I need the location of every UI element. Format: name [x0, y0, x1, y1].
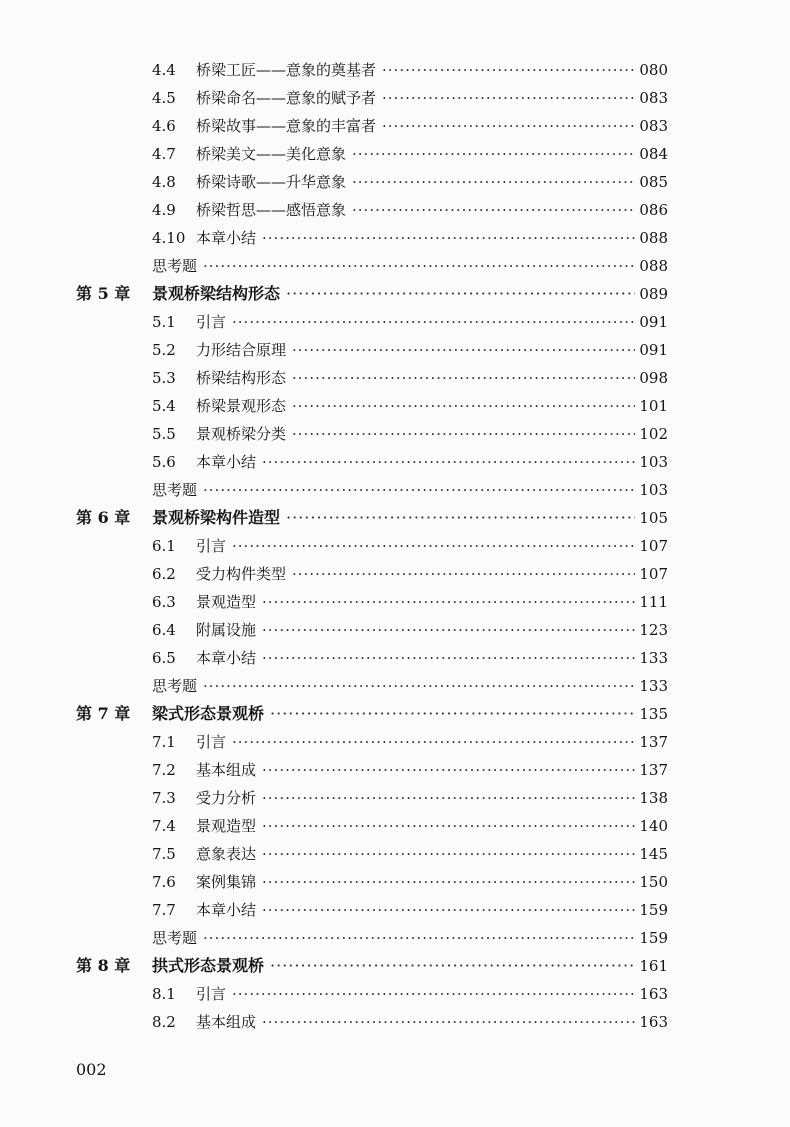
toc-section-entry — [152, 784, 668, 812]
toc-entry-title: 梁式形态景观桥 — [152, 704, 265, 723]
toc-dot-leader — [232, 980, 635, 1008]
toc-entry-page: 137 — [639, 733, 668, 751]
toc-dot-leader — [262, 448, 635, 476]
toc-dot-leader — [292, 364, 635, 392]
toc-dot-leader — [232, 532, 635, 560]
toc-entry-title: 景观桥梁分类 — [196, 425, 287, 443]
toc-dot-leader — [292, 392, 635, 420]
toc-chapter-entry — [76, 280, 668, 308]
toc-entry-page: 105 — [639, 509, 668, 527]
toc-entry-page: 080 — [639, 61, 668, 79]
toc-entry-number: 7.7 — [152, 901, 176, 919]
toc-entry-number: 4.8 — [152, 173, 176, 191]
toc-entry-page: 083 — [639, 89, 668, 107]
toc-entry-page: 123 — [639, 621, 668, 639]
toc-entry-number: 8.1 — [152, 985, 176, 1003]
toc-entry-title: 桥梁诗歌——升华意象 — [196, 173, 347, 191]
toc-dot-leader — [203, 672, 635, 700]
toc-entry-page: 159 — [639, 901, 668, 919]
toc-section-entry — [152, 196, 668, 224]
toc-section-entry — [152, 364, 668, 392]
toc-entry-page: 135 — [639, 705, 668, 723]
toc-entry-page: 133 — [639, 649, 668, 667]
toc-entry-number: 第 5 章 — [76, 284, 131, 303]
toc-entry-page: 091 — [639, 341, 668, 359]
toc-entry-title: 桥梁景观形态 — [196, 397, 287, 415]
toc-entry-title: 引言 — [196, 733, 227, 751]
toc-section-entry — [152, 868, 668, 896]
toc-entry-title: 意象表达 — [196, 845, 257, 863]
toc-entry-page: 102 — [639, 425, 668, 443]
toc-section-entry — [152, 980, 668, 1008]
toc-section-entry — [152, 532, 668, 560]
toc-entry-page: 163 — [639, 985, 668, 1003]
toc-section-entry — [152, 336, 668, 364]
toc-section-entry — [152, 140, 668, 168]
toc-section-entry — [152, 840, 668, 868]
toc-entry-title: 桥梁美文——美化意象 — [196, 145, 347, 163]
toc-questions-entry — [152, 476, 668, 504]
toc-entry-number: 8.2 — [152, 1013, 176, 1031]
toc-dot-leader — [262, 644, 635, 672]
toc-entry-title: 思考题 — [152, 481, 198, 499]
toc-entry-title: 基本组成 — [196, 761, 257, 779]
toc-entry-page: 085 — [639, 173, 668, 191]
toc-entry-number: 4.9 — [152, 201, 176, 219]
toc-entry-number: 4.4 — [152, 61, 176, 79]
toc-dot-leader — [262, 896, 635, 924]
page-number: 002 — [76, 1060, 107, 1079]
toc-dot-leader — [352, 196, 635, 224]
toc-entry-number: 第 8 章 — [76, 956, 131, 975]
toc-entry-number: 5.4 — [152, 397, 176, 415]
toc-dot-leader — [262, 812, 635, 840]
toc-entry-page: 088 — [639, 257, 668, 275]
toc-entry-number: 4.10 — [152, 229, 186, 247]
toc-entry-title: 景观桥梁结构形态 — [152, 284, 281, 303]
toc-entry-page: 150 — [639, 873, 668, 891]
toc-questions-entry — [152, 672, 668, 700]
toc-entry-title: 受力分析 — [196, 789, 257, 807]
toc-entry-title: 桥梁故事——意象的丰富者 — [196, 117, 377, 135]
toc-entry-title: 力形结合原理 — [196, 341, 287, 359]
toc-entry-page: 140 — [639, 817, 668, 835]
toc-entry-page: 091 — [639, 313, 668, 331]
toc-section-entry — [152, 308, 668, 336]
toc-entry-title: 桥梁哲思——感悟意象 — [196, 201, 347, 219]
toc-section-entry — [152, 812, 668, 840]
toc-section-entry — [152, 168, 668, 196]
toc-section-entry — [152, 392, 668, 420]
toc-entry-title: 桥梁命名——意象的赋予者 — [196, 89, 377, 107]
toc-entry-page: 083 — [639, 117, 668, 135]
toc-entry-number: 第 7 章 — [76, 704, 131, 723]
toc-entry-title: 附属设施 — [196, 621, 257, 639]
toc-entry-page: 159 — [639, 929, 668, 947]
toc-entry-page: 101 — [639, 397, 668, 415]
toc-entry-number: 5.5 — [152, 425, 176, 443]
toc-entry-number: 5.1 — [152, 313, 176, 331]
toc-entry-number: 6.1 — [152, 537, 176, 555]
toc-dot-leader — [292, 560, 635, 588]
toc-entry-page: 088 — [639, 229, 668, 247]
toc-section-entry — [152, 560, 668, 588]
toc-entry-number: 7.5 — [152, 845, 176, 863]
toc-entry-title: 本章小结 — [196, 901, 257, 919]
toc-dot-leader — [352, 140, 635, 168]
toc-dot-leader — [382, 84, 635, 112]
toc-entry-title: 景观造型 — [196, 817, 257, 835]
toc-chapter-entry — [76, 952, 668, 980]
toc-entry-number: 6.2 — [152, 565, 176, 583]
toc-dot-leader — [382, 56, 635, 84]
toc-dot-leader — [262, 616, 635, 644]
toc-section-entry — [152, 644, 668, 672]
toc-entry-title: 景观造型 — [196, 593, 257, 611]
toc-dot-leader — [292, 420, 635, 448]
toc-entry-page: 133 — [639, 677, 668, 695]
toc-dot-leader — [286, 504, 635, 532]
toc-chapter-entry — [76, 504, 668, 532]
toc-entry-number: 第 6 章 — [76, 508, 131, 527]
toc-entry-page: 138 — [639, 789, 668, 807]
toc-questions-entry — [152, 252, 668, 280]
toc-entry-title: 引言 — [196, 537, 227, 555]
toc-questions-entry — [152, 924, 668, 952]
toc-dot-leader — [382, 112, 635, 140]
toc-dot-leader — [262, 1008, 635, 1036]
toc-entry-title: 思考题 — [152, 257, 198, 275]
toc-entry-page: 145 — [639, 845, 668, 863]
toc-dot-leader — [262, 868, 635, 896]
toc-dot-leader — [352, 168, 635, 196]
toc-entry-page: 111 — [639, 593, 668, 611]
toc-section-entry — [152, 420, 668, 448]
toc-entry-number: 4.7 — [152, 145, 176, 163]
toc-entry-title: 拱式形态景观桥 — [152, 956, 265, 975]
toc-dot-leader — [232, 308, 635, 336]
toc-entry-number: 7.3 — [152, 789, 176, 807]
toc-entry-title: 引言 — [196, 985, 227, 1003]
toc-entry-number: 5.6 — [152, 453, 176, 471]
toc-entry-page: 161 — [639, 957, 668, 975]
toc-entry-number: 4.5 — [152, 89, 176, 107]
toc-entry-page: 086 — [639, 201, 668, 219]
toc-entry-number: 6.5 — [152, 649, 176, 667]
toc-section-entry — [152, 588, 668, 616]
toc-chapter-entry — [76, 700, 668, 728]
toc-entry-title: 思考题 — [152, 929, 198, 947]
toc-entry-title: 案例集锦 — [196, 873, 257, 891]
toc-section-entry — [152, 56, 668, 84]
toc-entry-page: 107 — [639, 537, 668, 555]
toc-dot-leader — [262, 756, 635, 784]
toc-section-entry — [152, 448, 668, 476]
toc-entry-title: 本章小结 — [196, 453, 257, 471]
toc-dot-leader — [203, 476, 635, 504]
toc-entry-page: 098 — [639, 369, 668, 387]
toc-entry-page: 103 — [639, 453, 668, 471]
toc-entry-title: 桥梁工匠——意象的奠基者 — [196, 61, 377, 79]
toc-dot-leader — [203, 924, 635, 952]
toc-dot-leader — [262, 224, 635, 252]
toc-entry-number: 7.2 — [152, 761, 176, 779]
toc-entry-title: 桥梁结构形态 — [196, 369, 287, 387]
toc-dot-leader — [232, 728, 635, 756]
toc-section-entry — [152, 616, 668, 644]
toc-section-entry — [152, 112, 668, 140]
toc-dot-leader — [292, 336, 635, 364]
toc-entry-title: 思考题 — [152, 677, 198, 695]
table-of-contents — [0, 56, 790, 1036]
toc-section-entry — [152, 896, 668, 924]
toc-entry-page: 084 — [639, 145, 668, 163]
toc-entry-title: 引言 — [196, 313, 227, 331]
toc-entry-page: 137 — [639, 761, 668, 779]
toc-dot-leader — [270, 952, 635, 980]
toc-entry-title: 基本组成 — [196, 1013, 257, 1031]
toc-entry-page: 103 — [639, 481, 668, 499]
toc-section-entry — [152, 84, 668, 112]
toc-dot-leader — [270, 700, 635, 728]
toc-entry-number: 5.3 — [152, 369, 176, 387]
toc-entry-title: 本章小结 — [196, 229, 257, 247]
toc-entry-title: 景观桥梁构件造型 — [152, 508, 281, 527]
toc-entry-page: 107 — [639, 565, 668, 583]
toc-dot-leader — [203, 252, 635, 280]
toc-entry-page: 163 — [639, 1013, 668, 1031]
toc-entry-title: 本章小结 — [196, 649, 257, 667]
toc-entry-page: 089 — [639, 285, 668, 303]
toc-section-entry — [152, 756, 668, 784]
toc-entry-number: 5.2 — [152, 341, 176, 359]
toc-section-entry — [152, 224, 668, 252]
toc-entry-title: 受力构件类型 — [196, 565, 287, 583]
toc-dot-leader — [286, 280, 635, 308]
toc-entry-number: 7.4 — [152, 817, 176, 835]
toc-section-entry — [152, 728, 668, 756]
toc-entry-number: 6.4 — [152, 621, 176, 639]
toc-entry-number: 4.6 — [152, 117, 176, 135]
toc-dot-leader — [262, 784, 635, 812]
toc-entry-number: 6.3 — [152, 593, 176, 611]
toc-entry-number: 7.6 — [152, 873, 176, 891]
toc-entry-number: 7.1 — [152, 733, 176, 751]
toc-dot-leader — [262, 840, 635, 868]
toc-section-entry — [152, 1008, 668, 1036]
toc-dot-leader — [262, 588, 635, 616]
